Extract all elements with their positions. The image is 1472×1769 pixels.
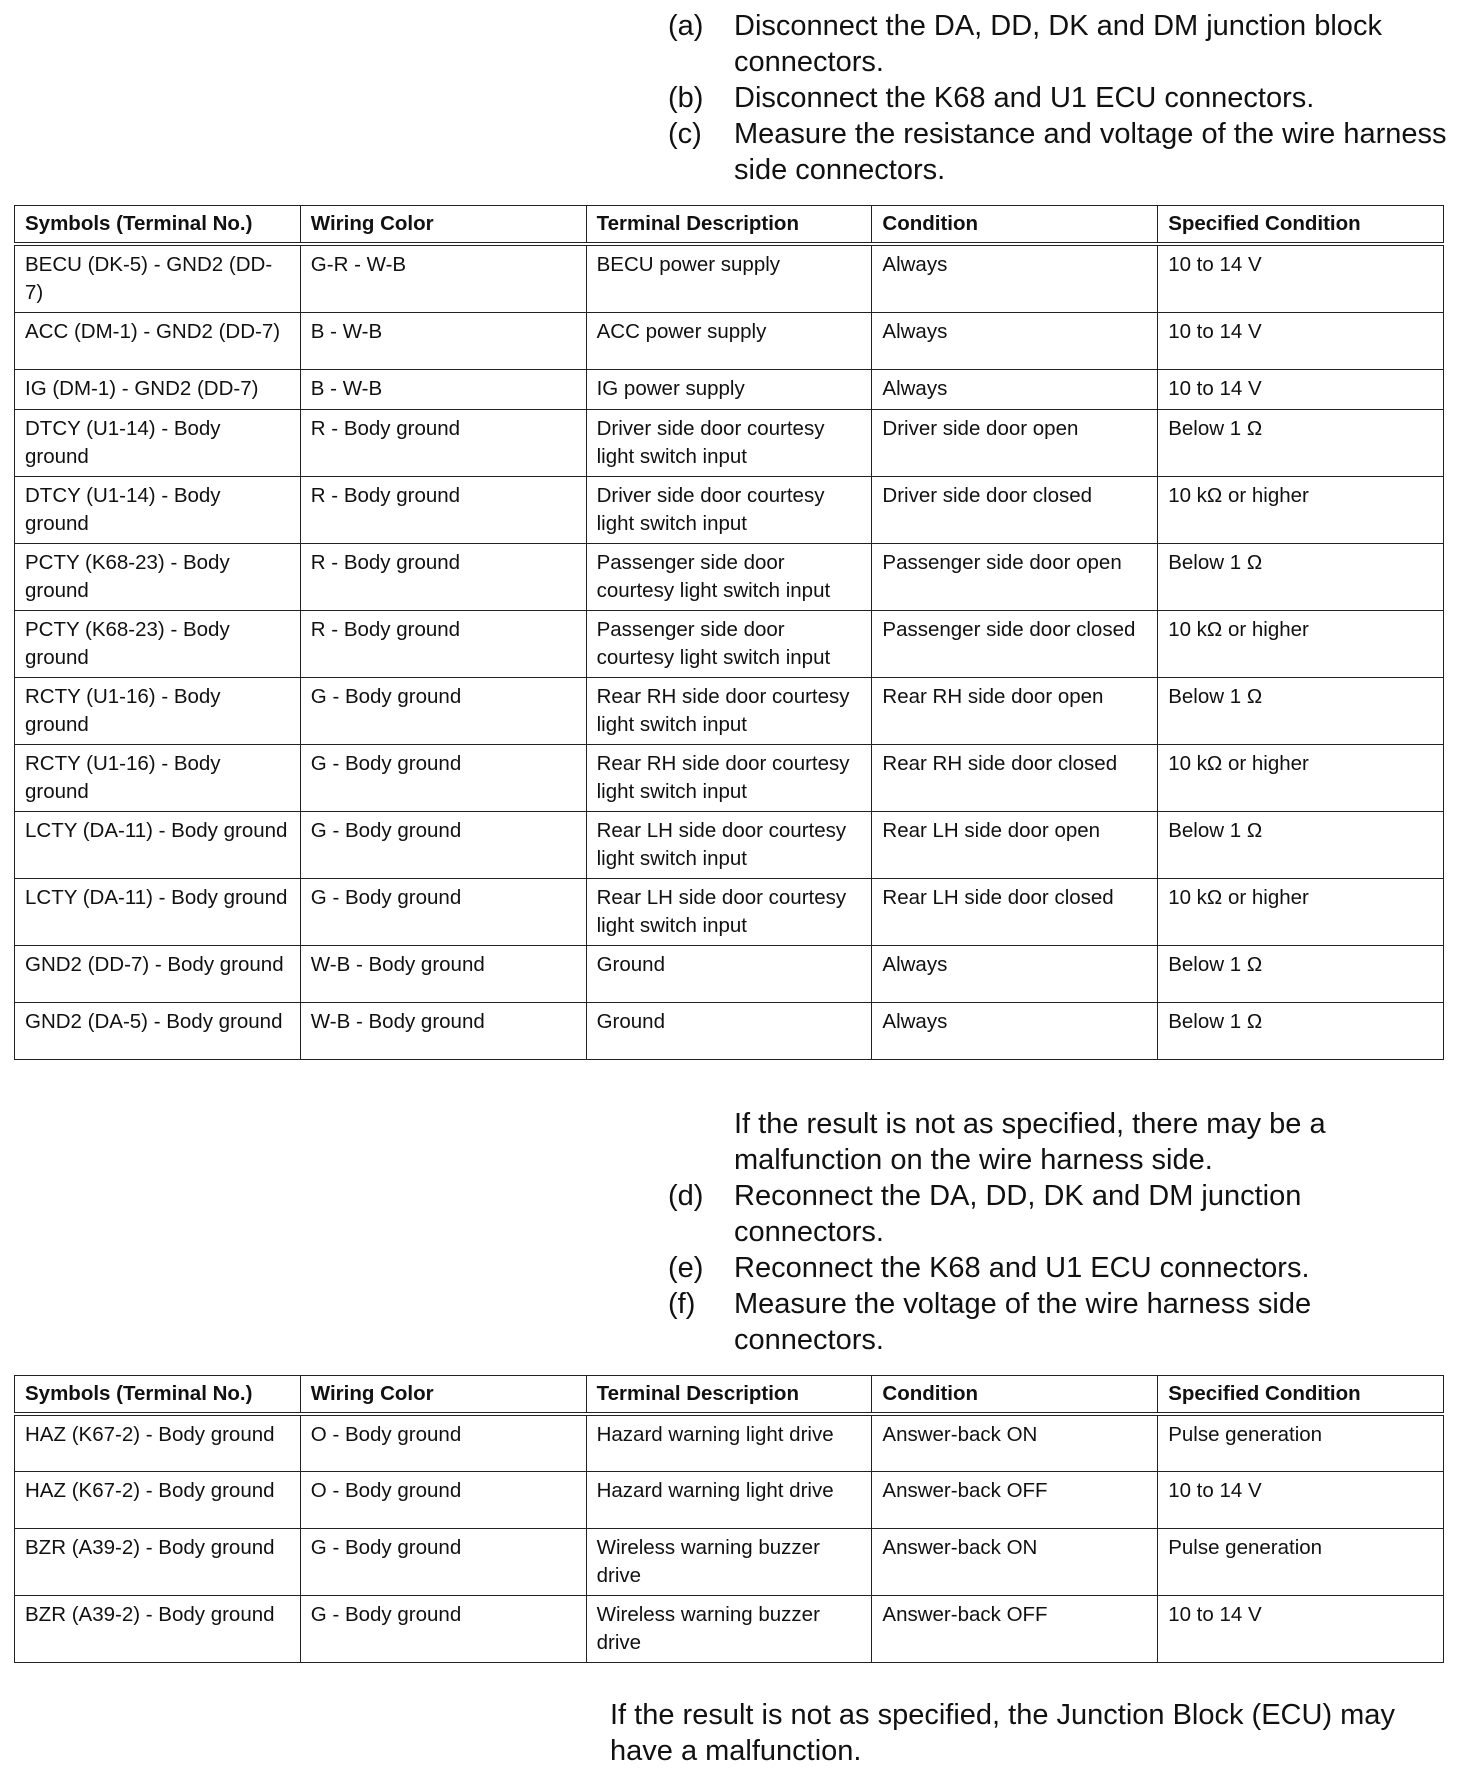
cell-terminal-description: Passenger side door courtesy light switch input	[586, 544, 872, 611]
step-text: Reconnect the DA, DD, DK and DM junction connectors.	[734, 1180, 1302, 1248]
table-row	[15, 946, 1444, 1003]
cell-specified-condition: 10 kΩ or higher	[1158, 745, 1444, 812]
cell-terminal-description: Rear LH side door courtesy light switch input	[586, 879, 872, 946]
cell-condition: Driver side door closed	[872, 477, 1158, 544]
cell-specified-condition: 10 kΩ or higher	[1158, 477, 1444, 544]
table-row	[15, 611, 1444, 678]
cell-wiring-color: G - Body ground	[300, 1528, 586, 1595]
cell-condition: Rear LH side door closed	[872, 879, 1158, 946]
table-header-row	[15, 1376, 1444, 1415]
resistance-voltage-table	[14, 205, 1444, 1060]
cell-specified-condition: 10 kΩ or higher	[1158, 879, 1444, 946]
table-row	[15, 313, 1444, 370]
header-terminal-description: Terminal Description	[586, 206, 872, 245]
cell-symbols: IG (DM-1) - GND2 (DD-7)	[15, 370, 301, 410]
cell-symbols: BECU (DK-5) - GND2 (DD-7)	[15, 244, 301, 313]
cell-terminal-description: Driver side door courtesy light switch input	[586, 477, 872, 544]
cell-wiring-color: R - Body ground	[300, 544, 586, 611]
cell-condition: Always	[872, 244, 1158, 313]
header-symbols: Symbols (Terminal No.)	[15, 206, 301, 245]
table-row	[15, 879, 1444, 946]
cell-terminal-description: Ground	[586, 946, 872, 1003]
cell-wiring-color: G - Body ground	[300, 1595, 586, 1662]
cell-wiring-color: W-B - Body ground	[300, 1003, 586, 1060]
step-text: Measure the resistance and voltage of the wire harness side connectors.	[734, 118, 1447, 186]
table-row	[15, 1528, 1444, 1595]
cell-symbols: DTCY (U1-14) - Body ground	[15, 477, 301, 544]
table-row	[15, 1414, 1444, 1471]
cell-wiring-color: R - Body ground	[300, 611, 586, 678]
step-label: (f)	[668, 1288, 696, 1320]
header-specified-condition: Specified Condition	[1158, 206, 1444, 245]
step-d	[668, 1178, 1458, 1250]
cell-wiring-color: G-R - W-B	[300, 244, 586, 313]
cell-symbols: ACC (DM-1) - GND2 (DD-7)	[15, 313, 301, 370]
cell-specified-condition: 10 to 14 V	[1158, 244, 1444, 313]
cell-symbols: BZR (A39-2) - Body ground	[15, 1595, 301, 1662]
cell-specified-condition: Pulse generation	[1158, 1414, 1444, 1471]
cell-wiring-color: R - Body ground	[300, 477, 586, 544]
step-label: (a)	[668, 10, 704, 42]
cell-specified-condition: 10 to 14 V	[1158, 313, 1444, 370]
cell-symbols: GND2 (DA-5) - Body ground	[15, 1003, 301, 1060]
cell-specified-condition: Below 1 Ω	[1158, 544, 1444, 611]
cell-specified-condition: 10 to 14 V	[1158, 1471, 1444, 1528]
cell-specified-condition: 10 kΩ or higher	[1158, 611, 1444, 678]
voltage-table	[14, 1375, 1444, 1663]
cell-condition: Always	[872, 946, 1158, 1003]
cell-terminal-description: Rear LH side door courtesy light switch input	[586, 812, 872, 879]
step-label: (b)	[668, 82, 704, 114]
table-row	[15, 477, 1444, 544]
table-row	[15, 1471, 1444, 1528]
header-terminal-description: Terminal Description	[586, 1376, 872, 1415]
table-row	[15, 244, 1444, 313]
cell-condition: Answer-back ON	[872, 1414, 1158, 1471]
table-row	[15, 410, 1444, 477]
header-condition: Condition	[872, 206, 1158, 245]
table-header-row	[15, 206, 1444, 245]
steps-top	[668, 8, 1458, 188]
cell-specified-condition: Below 1 Ω	[1158, 946, 1444, 1003]
cell-specified-condition: 10 to 14 V	[1158, 1595, 1444, 1662]
step-text: Disconnect the DA, DD, DK and DM junction block connectors.	[734, 10, 1382, 78]
cell-condition: Always	[872, 370, 1158, 410]
cell-condition: Rear RH side door open	[872, 678, 1158, 745]
cell-terminal-description: Wireless warning buzzer drive	[586, 1595, 872, 1662]
cell-wiring-color: O - Body ground	[300, 1414, 586, 1471]
cell-specified-condition: Below 1 Ω	[1158, 410, 1444, 477]
header-wiring-color: Wiring Color	[300, 1376, 586, 1415]
cell-symbols: RCTY (U1-16) - Body ground	[15, 678, 301, 745]
cell-wiring-color: O - Body ground	[300, 1471, 586, 1528]
cell-terminal-description: ACC power supply	[586, 313, 872, 370]
table-row	[15, 544, 1444, 611]
cell-condition: Always	[872, 313, 1158, 370]
step-c	[668, 116, 1458, 188]
steps-mid	[668, 1106, 1458, 1358]
table-row	[15, 1003, 1444, 1060]
cell-wiring-color: B - W-B	[300, 370, 586, 410]
header-specified-condition: Specified Condition	[1158, 1376, 1444, 1415]
cell-condition: Answer-back OFF	[872, 1471, 1158, 1528]
cell-symbols: DTCY (U1-14) - Body ground	[15, 410, 301, 477]
junction-block-note: If the result is not as specified, the Junction Block (ECU) may have a malfunction.	[610, 1699, 1395, 1767]
cell-specified-condition: Below 1 Ω	[1158, 678, 1444, 745]
cell-terminal-description: Wireless warning buzzer drive	[586, 1528, 872, 1595]
table-row	[15, 812, 1444, 879]
cell-condition: Passenger side door open	[872, 544, 1158, 611]
cell-specified-condition: Pulse generation	[1158, 1528, 1444, 1595]
step-text: Disconnect the K68 and U1 ECU connectors.	[734, 82, 1315, 114]
cell-wiring-color: G - Body ground	[300, 812, 586, 879]
table-row	[15, 1595, 1444, 1662]
cell-specified-condition: 10 to 14 V	[1158, 370, 1444, 410]
cell-terminal-description: Hazard warning light drive	[586, 1471, 872, 1528]
cell-symbols: LCTY (DA-11) - Body ground	[15, 812, 301, 879]
header-symbols: Symbols (Terminal No.)	[15, 1376, 301, 1415]
step-text: Reconnect the K68 and U1 ECU connectors.	[734, 1252, 1310, 1284]
step-a	[668, 8, 1458, 80]
cell-terminal-description: IG power supply	[586, 370, 872, 410]
step-label: (c)	[668, 118, 702, 150]
step-e	[668, 1250, 1458, 1286]
cell-condition: Driver side door open	[872, 410, 1158, 477]
cell-terminal-description: Hazard warning light drive	[586, 1414, 872, 1471]
cell-terminal-description: BECU power supply	[586, 244, 872, 313]
cell-symbols: PCTY (K68-23) - Body ground	[15, 611, 301, 678]
cell-symbols: BZR (A39-2) - Body ground	[15, 1528, 301, 1595]
header-wiring-color: Wiring Color	[300, 206, 586, 245]
table-row	[15, 370, 1444, 410]
cell-wiring-color: G - Body ground	[300, 745, 586, 812]
cell-condition: Answer-back OFF	[872, 1595, 1158, 1662]
cell-terminal-description: Driver side door courtesy light switch input	[586, 410, 872, 477]
cell-wiring-color: G - Body ground	[300, 879, 586, 946]
cell-specified-condition: Below 1 Ω	[1158, 812, 1444, 879]
wire-harness-note: If the result is not as specified, there may be a malfunction on the wire harness side.	[734, 1108, 1326, 1176]
step-label: (d)	[668, 1180, 704, 1212]
cell-condition: Answer-back ON	[872, 1528, 1158, 1595]
cell-specified-condition: Below 1 Ω	[1158, 1003, 1444, 1060]
cell-condition: Rear RH side door closed	[872, 745, 1158, 812]
cell-symbols: HAZ (K67-2) - Body ground	[15, 1414, 301, 1471]
cell-symbols: PCTY (K68-23) - Body ground	[15, 544, 301, 611]
cell-condition: Passenger side door closed	[872, 611, 1158, 678]
cell-wiring-color: W-B - Body ground	[300, 946, 586, 1003]
cell-wiring-color: R - Body ground	[300, 410, 586, 477]
cell-symbols: HAZ (K67-2) - Body ground	[15, 1471, 301, 1528]
cell-terminal-description: Rear RH side door courtesy light switch input	[586, 678, 872, 745]
cell-terminal-description: Rear RH side door courtesy light switch input	[586, 745, 872, 812]
step-label: (e)	[668, 1252, 704, 1284]
table-row	[15, 745, 1444, 812]
step-f	[668, 1286, 1458, 1358]
cell-symbols: GND2 (DD-7) - Body ground	[15, 946, 301, 1003]
step-b	[668, 80, 1458, 116]
cell-terminal-description: Ground	[586, 1003, 872, 1060]
cell-condition: Always	[872, 1003, 1158, 1060]
header-condition: Condition	[872, 1376, 1158, 1415]
cell-terminal-description: Passenger side door courtesy light switch input	[586, 611, 872, 678]
cell-symbols: RCTY (U1-16) - Body ground	[15, 745, 301, 812]
cell-symbols: LCTY (DA-11) - Body ground	[15, 879, 301, 946]
cell-wiring-color: B - W-B	[300, 313, 586, 370]
cell-condition: Rear LH side door open	[872, 812, 1158, 879]
step-text: Measure the voltage of the wire harness side connectors.	[734, 1288, 1312, 1356]
table-row	[15, 678, 1444, 745]
cell-wiring-color: G - Body ground	[300, 678, 586, 745]
